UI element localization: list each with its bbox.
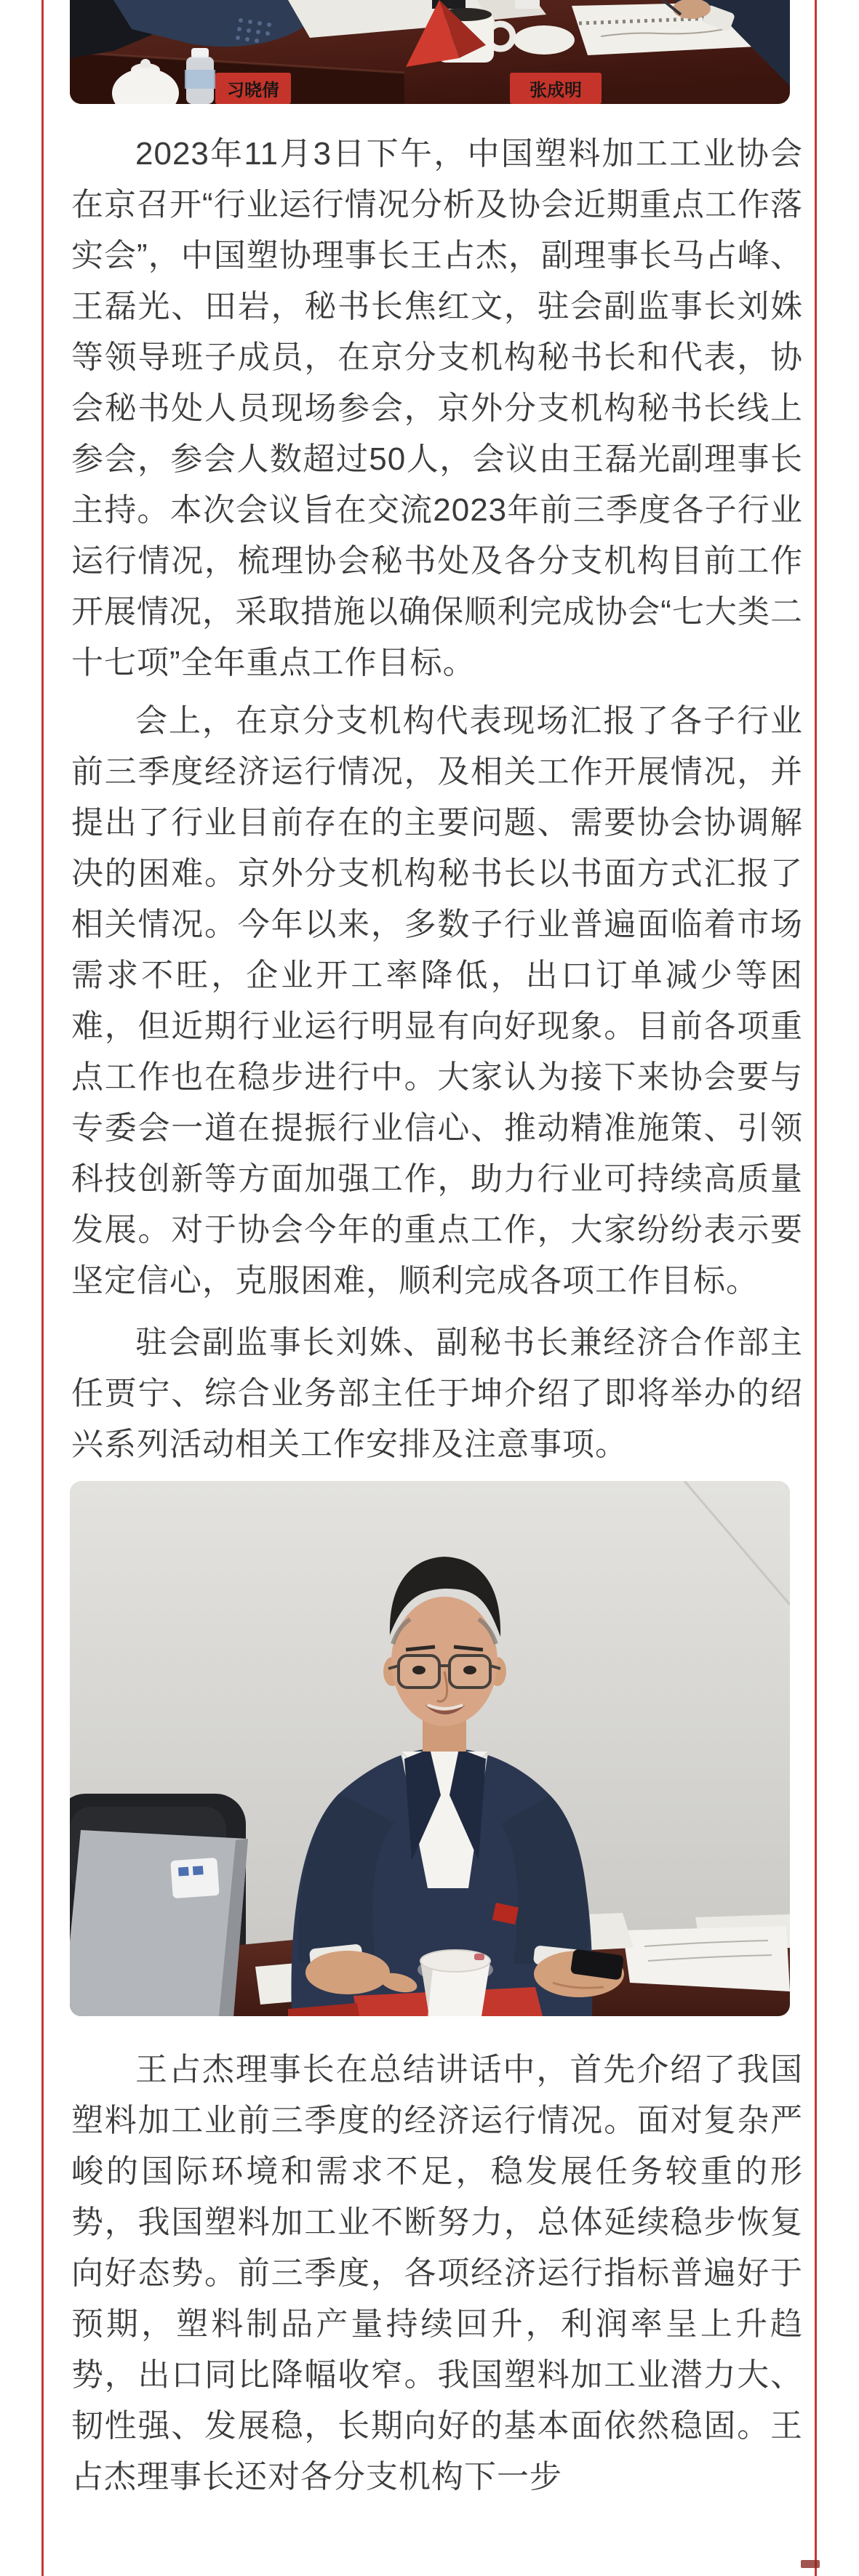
chairman-scene — [70, 1481, 790, 2016]
bottom-right-watermark-fragment — [801, 2560, 820, 2568]
paragraph-shaoxing-arrangements: 驻会副监事长刘姝、副秘书长兼经济合作部主任贾宁、综合业务部主任于坤介绍了即将举办的绍兴系列活动相关工作安排及注意事项。 — [71, 1325, 803, 1462]
name-card-left-label: 习晓倩 — [227, 81, 279, 100]
laptop — [70, 1830, 248, 2016]
article-body — [71, 129, 803, 2503]
name-card-right — [510, 73, 602, 104]
laptop-sticker — [170, 1858, 219, 1898]
paper-cup — [417, 1950, 493, 2016]
meeting-room-scene — [70, 0, 790, 104]
name-card-right-label: 张成明 — [530, 81, 582, 100]
hand-left — [305, 1951, 390, 1994]
left-accent-border — [41, 0, 44, 2576]
paragraph-chairman-summary: 王占杰理事长在总结讲话中，首先介绍了我国塑料加工业前三季度的经济运行情况。面对复杂严峻的国际环境和需求不足，稳发展任务较重的形势，我国塑料加工业不断努力，总体延续稳步恢复向好态势。前三季度，各项经济运行指标普遍好于预期，塑料制品产量持续回升，利润率呈上升趋势，出口同比降幅收窄。我国塑料加工业潜力大、韧性强、发展稳，长期向好的基本面依然稳固。王占杰理事长还对各分支机构下一步 — [71, 2052, 803, 2495]
white-cup-top — [515, 0, 540, 9]
name-card-left — [215, 73, 291, 104]
cup-mark — [474, 1954, 484, 1960]
right-accent-border — [815, 0, 817, 2576]
tissue — [514, 25, 575, 55]
paragraph-branch-reports: 会上，在京分支机构代表现场汇报了各子行业前三季度经济运行情况，及相关工作开展情况，并提出了行业目前存在的主要问题、需要协会协调解决的困难。京外分支机构秘书长以书面方式汇报了相关情况。今年以来，多数子行业普遍面临着市场需求不旺，企业开工率降低，出口订单减少等困难，但近期行业运行明显有向好现象。目前各项重点工作也在稳步进行中。大家认为接下来协会要与专委会一道在提振行业信心、推动精准施策、引领科技创新等方面加强工作，助力行业可持续高质量发展。对于协会今年的重点工作，大家纷纷表示要坚定信心，克服困难，顺利完成各项工作目标。 — [71, 703, 803, 1299]
chairman-speech-photo[interactable] — [70, 1481, 790, 2016]
meeting-room-photo[interactable] — [70, 0, 790, 104]
paragraph-meeting-overview: 2023年11月3日下午，中国塑料加工工业协会在京召开“行业运行情况分析及协会近期重点工作落实会”，中国塑协理事长王占杰，副理事长马占峰、王磊光、田岩，秘书长焦红文，驻会副监事长刘姝等领导班子成员，在京分支机构秘书长和代表，协会秘书处人员现场参会，京外分支机构秘书长线上参会，参会人数超过50人，会议由王磊光副理事长主持。本次会议旨在交流2023年前三季度各子行业运行情况，梳理协会秘书处及各分支机构目前工作开展情况，采取措施以确保顺利完成协会“七大类二十七项”全年重点工作目标。 — [71, 136, 803, 681]
